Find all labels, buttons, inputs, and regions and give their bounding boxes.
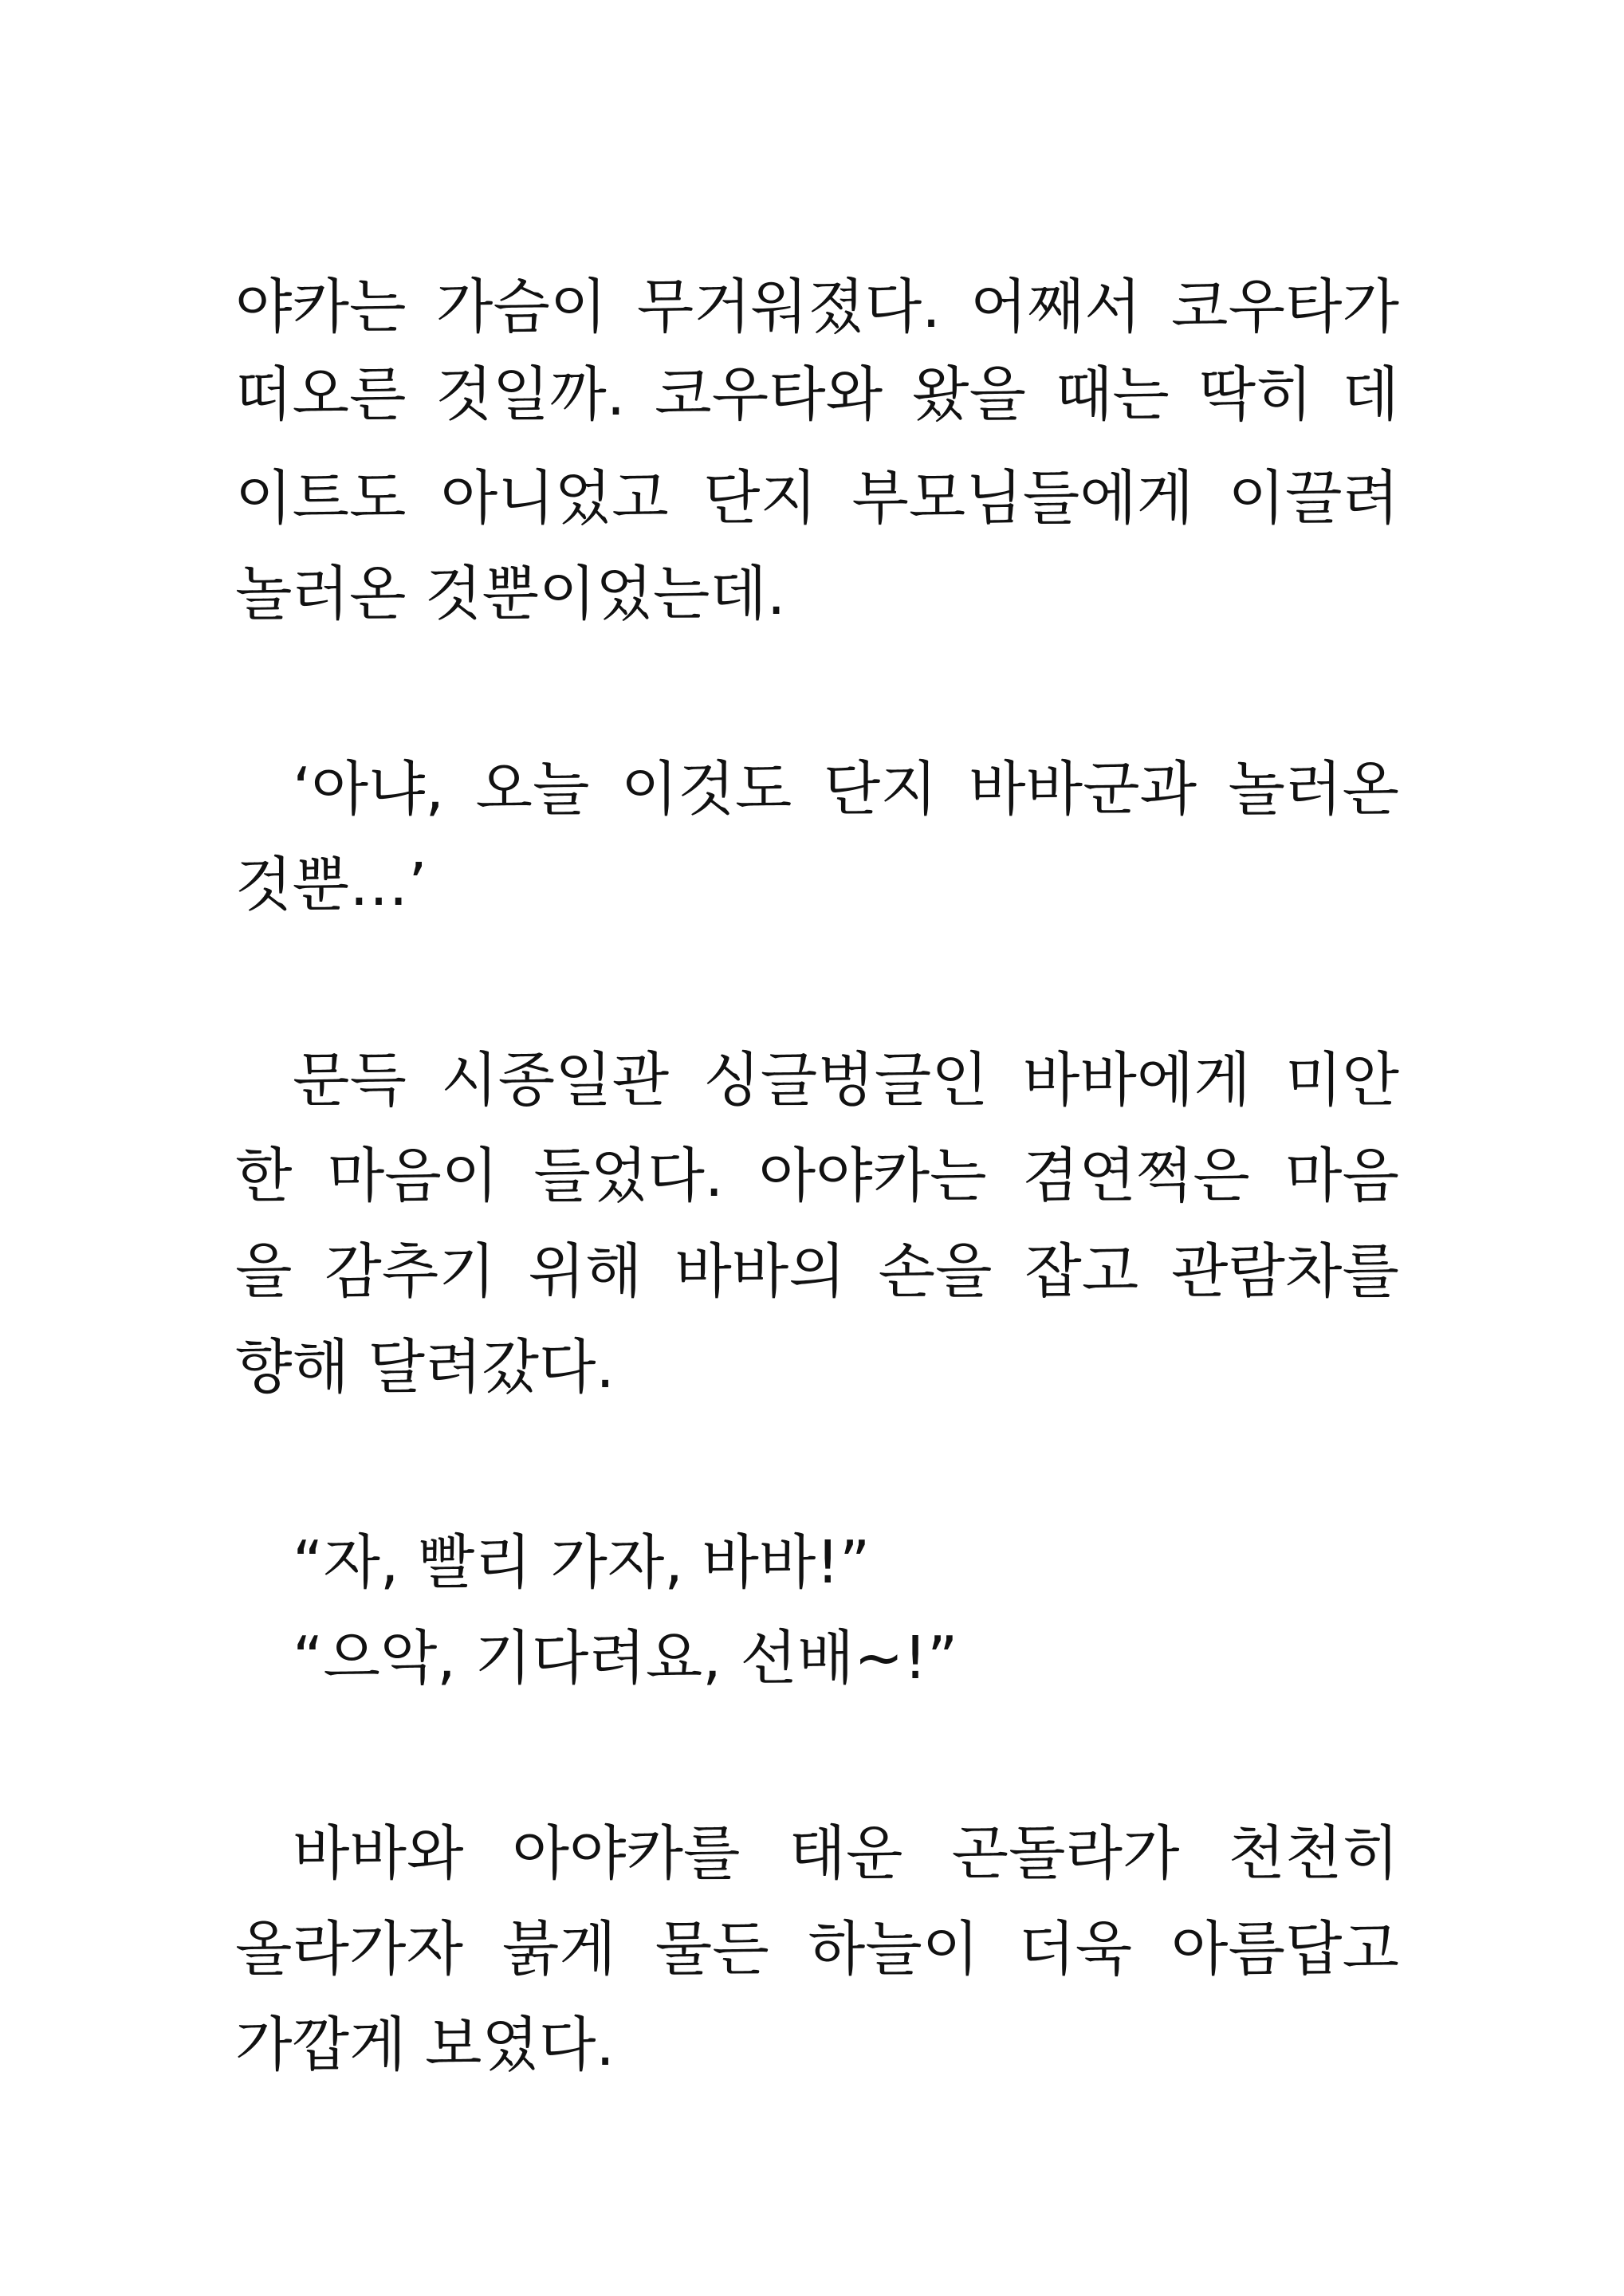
text-line: 향해 달려갔다. xyxy=(235,1333,615,1402)
text-line: 가깝게 보였다. xyxy=(235,2011,615,2079)
text-line: 놀러온 것뿐이었는데. xyxy=(235,560,786,628)
text-line: 을 감추기 위해 바바의 손을 잡고 관람차를 xyxy=(235,1237,1399,1306)
text-line: 한 마음이 들었다. 아야카는 겸연쩍은 마음 xyxy=(235,1142,1399,1210)
text-line: 문득 시종일관 싱글벙글인 바바에게 미안 xyxy=(293,1046,1399,1115)
text-line: ‘아냐, 오늘 이것도 단지 바바군과 놀러온 xyxy=(293,755,1399,824)
document-page xyxy=(235,0,1399,2296)
dialogue-line: “자, 빨리 가자, 바바!” xyxy=(293,1528,871,1597)
text-line: 떠오른 것일까. 코우타와 왔을 때는 딱히 데 xyxy=(235,360,1399,429)
dialogue-line: “으악, 기다려요, 선배~!” xyxy=(293,1624,958,1693)
text-line: 것뿐…’ xyxy=(235,851,427,919)
text-line: 바바와 아야카를 태운 곤돌라가 천천히 xyxy=(293,1819,1399,1888)
text-line: 올라가자 붉게 물든 하늘이 더욱 아름답고 xyxy=(235,1915,1399,1983)
text-line: 야카는 가슴이 무거워졌다. 어째서 코우타가 xyxy=(235,273,1399,341)
text-line: 이트도 아니었고 단지 부모님들에게 이끌려 xyxy=(235,464,1399,533)
